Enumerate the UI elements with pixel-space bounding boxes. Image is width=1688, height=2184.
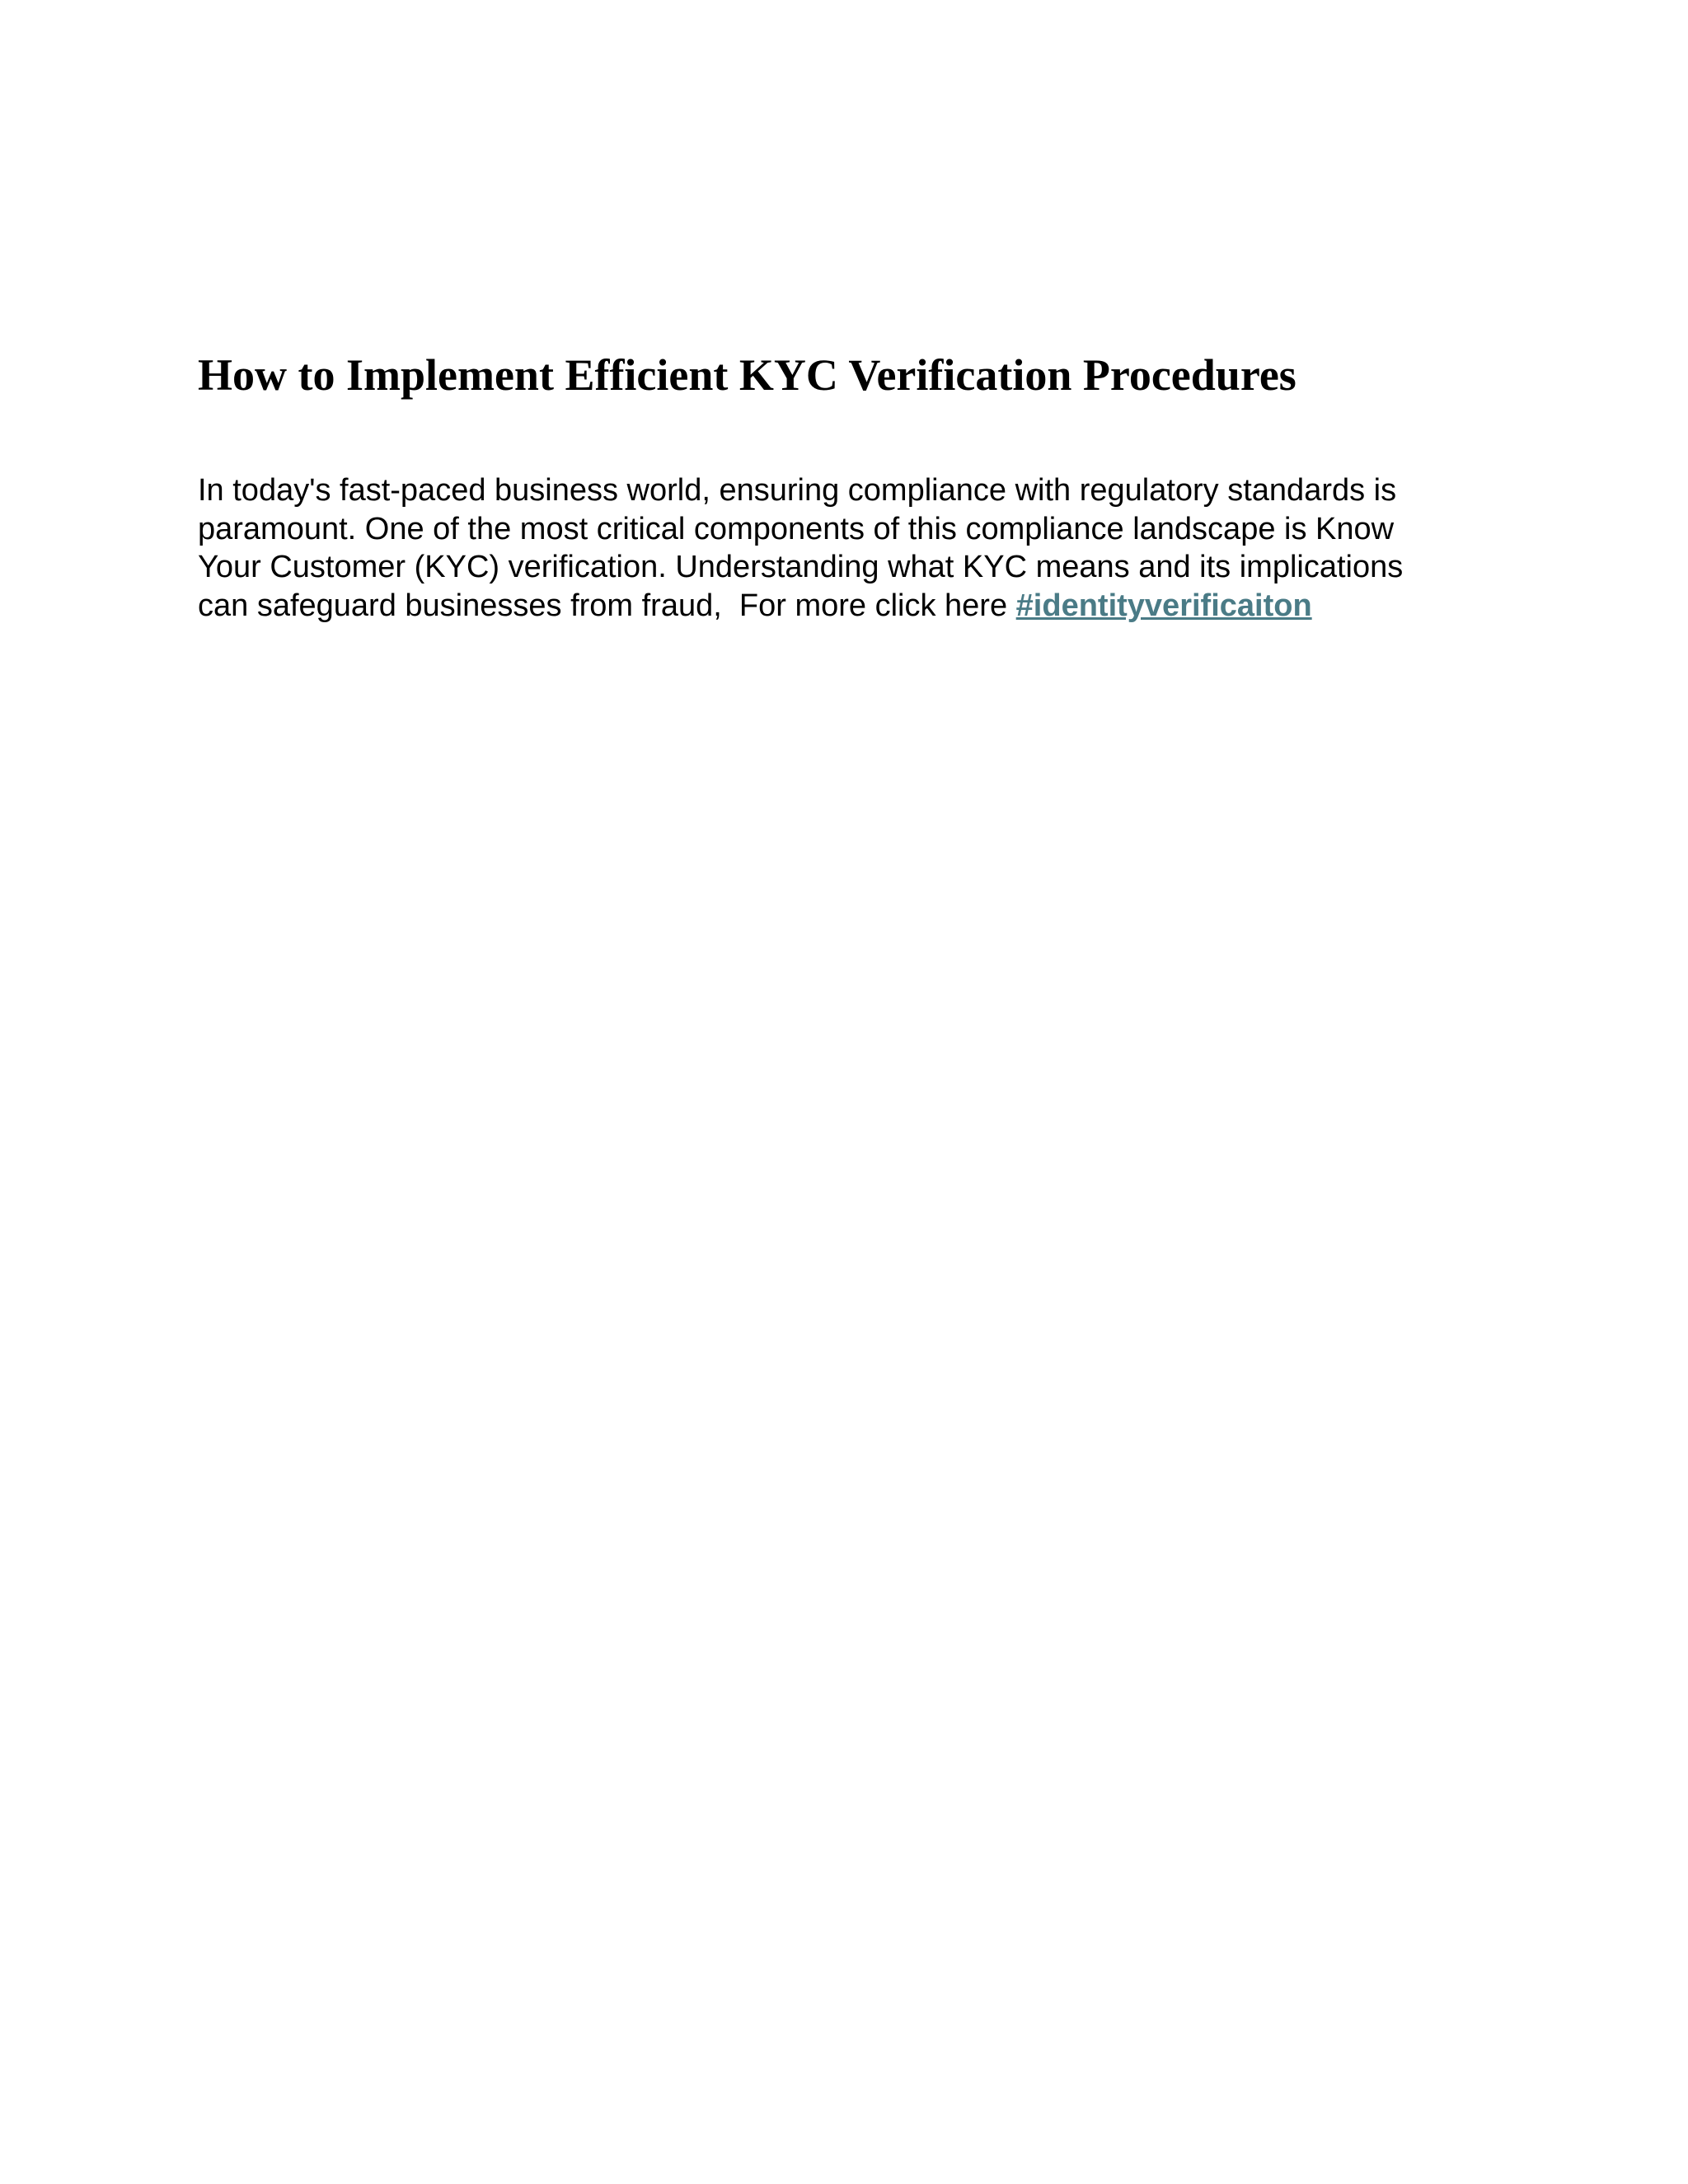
paragraph-line-1: In today's fast-paced business world, ensuring compliance with regulatory standards is (198, 473, 1397, 508)
identity-verification-link[interactable]: #identityverificaiton (1015, 588, 1312, 623)
paragraph-line-2: paramount. One of the most critical components of this compliance landscape is Know (198, 511, 1395, 546)
paragraph-line-4 (198, 587, 1500, 626)
paragraph-line-3: Your Customer (KYC) verification. Understanding what KYC means and its implications (198, 550, 1404, 584)
document-title: How to Implement Efficient KYC Verification Procedures (198, 350, 1296, 400)
paragraph-line-4-text: can safeguard businesses from fraud, For more click here (198, 588, 1016, 623)
body-paragraph (198, 471, 1500, 625)
